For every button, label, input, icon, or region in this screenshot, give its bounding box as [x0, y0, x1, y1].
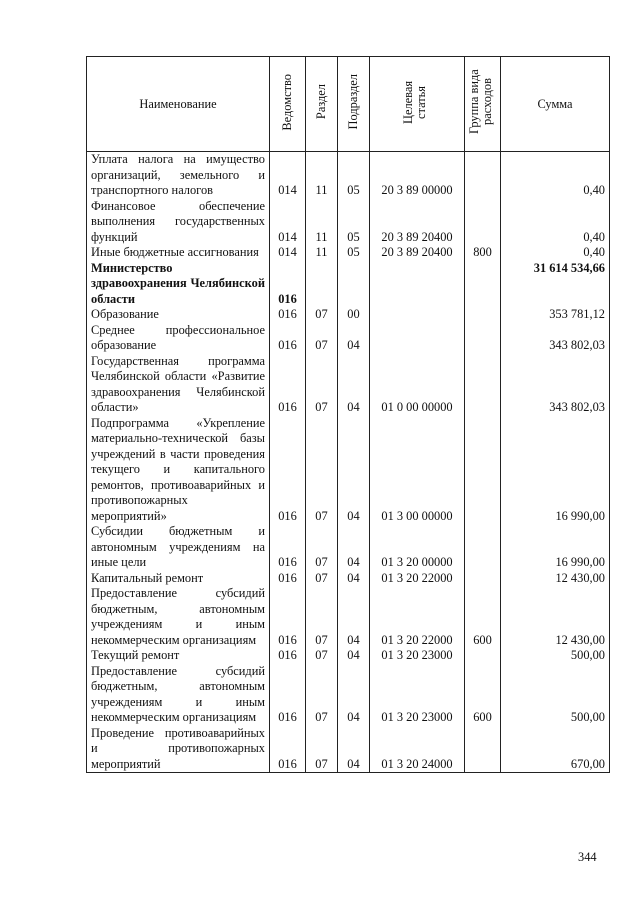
row-name: Предоставление субсидий бюджетным, автономным учреждениям и иным некоммерческим организациям — [87, 586, 270, 648]
row-expense-group — [465, 416, 501, 525]
header-razdel: Раздел — [306, 57, 338, 152]
header-target-article: Целевая статья — [370, 57, 465, 152]
row-sum: 16 990,00 — [501, 416, 610, 525]
row-name: Субсидии бюджетным и автономным учреждениям на иные цели — [87, 524, 270, 571]
row-vedomstvo: 014 — [270, 152, 306, 199]
table-row — [87, 199, 610, 246]
row-target-article — [370, 261, 465, 308]
row-razdel: 07 — [306, 323, 338, 354]
row-target-article: 01 3 20 23000 — [370, 664, 465, 726]
table-row — [87, 648, 610, 664]
header-name: Наименование — [87, 57, 270, 152]
row-sum: 343 802,03 — [501, 323, 610, 354]
row-name: Финансовое обеспечение выполнения государственных функций — [87, 199, 270, 246]
table-row — [87, 524, 610, 571]
table-header — [87, 57, 610, 152]
row-name: Текущий ремонт — [87, 648, 270, 664]
row-target-article — [370, 307, 465, 323]
row-razdel: 07 — [306, 664, 338, 726]
row-vedomstvo: 016 — [270, 261, 306, 308]
row-vedomstvo: 016 — [270, 524, 306, 571]
row-name: Капитальный ремонт — [87, 571, 270, 587]
row-vedomstvo: 016 — [270, 726, 306, 773]
row-sum: 670,00 — [501, 726, 610, 773]
row-target-article: 01 3 20 22000 — [370, 571, 465, 587]
row-razdel: 07 — [306, 354, 338, 416]
row-vedomstvo: 016 — [270, 323, 306, 354]
row-expense-group — [465, 152, 501, 199]
row-sum: 343 802,03 — [501, 354, 610, 416]
row-vedomstvo: 014 — [270, 199, 306, 246]
row-name: Уплата налога на имущество организаций, земельного и транспортного налогов — [87, 152, 270, 199]
row-podrazdel: 04 — [338, 354, 370, 416]
row-podrazdel: 05 — [338, 199, 370, 246]
row-name: Министерство здравоохранения Челябинской области — [87, 261, 270, 308]
row-expense-group — [465, 261, 501, 308]
row-target-article: 01 0 00 00000 — [370, 354, 465, 416]
row-sum: 0,40 — [501, 152, 610, 199]
table-body — [87, 152, 610, 773]
row-razdel: 11 — [306, 245, 338, 261]
row-razdel: 07 — [306, 416, 338, 525]
row-expense-group — [465, 726, 501, 773]
row-podrazdel — [338, 261, 370, 308]
row-sum: 500,00 — [501, 664, 610, 726]
row-podrazdel: 05 — [338, 152, 370, 199]
row-podrazdel: 05 — [338, 245, 370, 261]
header-vedomstvo: Ведомство — [270, 57, 306, 152]
row-vedomstvo: 016 — [270, 307, 306, 323]
row-expense-group — [465, 571, 501, 587]
header-sum: Сумма — [501, 57, 610, 152]
row-podrazdel: 04 — [338, 726, 370, 773]
table-row — [87, 571, 610, 587]
row-razdel: 07 — [306, 648, 338, 664]
table-row — [87, 416, 610, 525]
row-razdel: 11 — [306, 199, 338, 246]
row-target-article: 20 3 89 00000 — [370, 152, 465, 199]
row-podrazdel: 04 — [338, 416, 370, 525]
row-razdel: 07 — [306, 571, 338, 587]
row-target-article: 01 3 20 00000 — [370, 524, 465, 571]
row-vedomstvo: 016 — [270, 571, 306, 587]
row-target-article: 01 3 00 00000 — [370, 416, 465, 525]
row-target-article: 01 3 20 24000 — [370, 726, 465, 773]
row-name: Подпрограмма «Укрепление материально-технической базы учреждений в части проведения текущего и капитального ремонтов, противоаварийных и противопожарных мероприятий» — [87, 416, 270, 525]
table-row — [87, 152, 610, 199]
row-name: Иные бюджетные ассигнования — [87, 245, 270, 261]
row-podrazdel: 00 — [338, 307, 370, 323]
row-expense-group: 600 — [465, 586, 501, 648]
row-razdel: 07 — [306, 524, 338, 571]
table-row — [87, 245, 610, 261]
table-row — [87, 664, 610, 726]
row-podrazdel: 04 — [338, 586, 370, 648]
row-expense-group — [465, 648, 501, 664]
row-target-article: 20 3 89 20400 — [370, 199, 465, 246]
header-expense-group: Группа вида расходов — [465, 57, 501, 152]
row-expense-group — [465, 354, 501, 416]
row-razdel: 07 — [306, 726, 338, 773]
row-sum: 0,40 — [501, 199, 610, 246]
row-target-article: 01 3 20 23000 — [370, 648, 465, 664]
table-row — [87, 323, 610, 354]
row-podrazdel: 04 — [338, 323, 370, 354]
row-expense-group: 800 — [465, 245, 501, 261]
row-podrazdel: 04 — [338, 664, 370, 726]
row-razdel: 07 — [306, 307, 338, 323]
row-name: Предоставление субсидий бюджетным, автономным учреждениям и иным некоммерческим организациям — [87, 664, 270, 726]
row-vedomstvo: 016 — [270, 648, 306, 664]
table-row — [87, 261, 610, 308]
row-vedomstvo: 016 — [270, 664, 306, 726]
row-name: Проведение противоаварийных и противопожарных мероприятий — [87, 726, 270, 773]
budget-table — [86, 56, 610, 773]
row-sum: 31 614 534,66 — [501, 261, 610, 308]
row-sum: 12 430,00 — [501, 571, 610, 587]
row-podrazdel: 04 — [338, 648, 370, 664]
row-target-article — [370, 323, 465, 354]
row-expense-group — [465, 323, 501, 354]
row-vedomstvo: 016 — [270, 354, 306, 416]
row-expense-group — [465, 524, 501, 571]
row-expense-group: 600 — [465, 664, 501, 726]
table-row — [87, 354, 610, 416]
row-podrazdel: 04 — [338, 524, 370, 571]
row-target-article: 20 3 89 20400 — [370, 245, 465, 261]
row-vedomstvo: 016 — [270, 416, 306, 525]
row-name: Образование — [87, 307, 270, 323]
table-row — [87, 586, 610, 648]
row-name: Среднее профессиональное образование — [87, 323, 270, 354]
row-sum: 0,40 — [501, 245, 610, 261]
row-sum: 500,00 — [501, 648, 610, 664]
row-vedomstvo: 016 — [270, 586, 306, 648]
row-podrazdel: 04 — [338, 571, 370, 587]
table-row — [87, 307, 610, 323]
header-podrazdel: Подраздел — [338, 57, 370, 152]
row-sum: 12 430,00 — [501, 586, 610, 648]
row-sum: 16 990,00 — [501, 524, 610, 571]
row-name: Государственная программа Челябинской области «Развитие здравоохранения Челябинской области» — [87, 354, 270, 416]
row-target-article: 01 3 20 22000 — [370, 586, 465, 648]
page-number: 344 — [578, 850, 597, 864]
row-razdel — [306, 261, 338, 308]
row-vedomstvo: 014 — [270, 245, 306, 261]
row-razdel: 11 — [306, 152, 338, 199]
row-expense-group — [465, 199, 501, 246]
row-razdel: 07 — [306, 586, 338, 648]
table-row — [87, 726, 610, 773]
row-sum: 353 781,12 — [501, 307, 610, 323]
row-expense-group — [465, 307, 501, 323]
